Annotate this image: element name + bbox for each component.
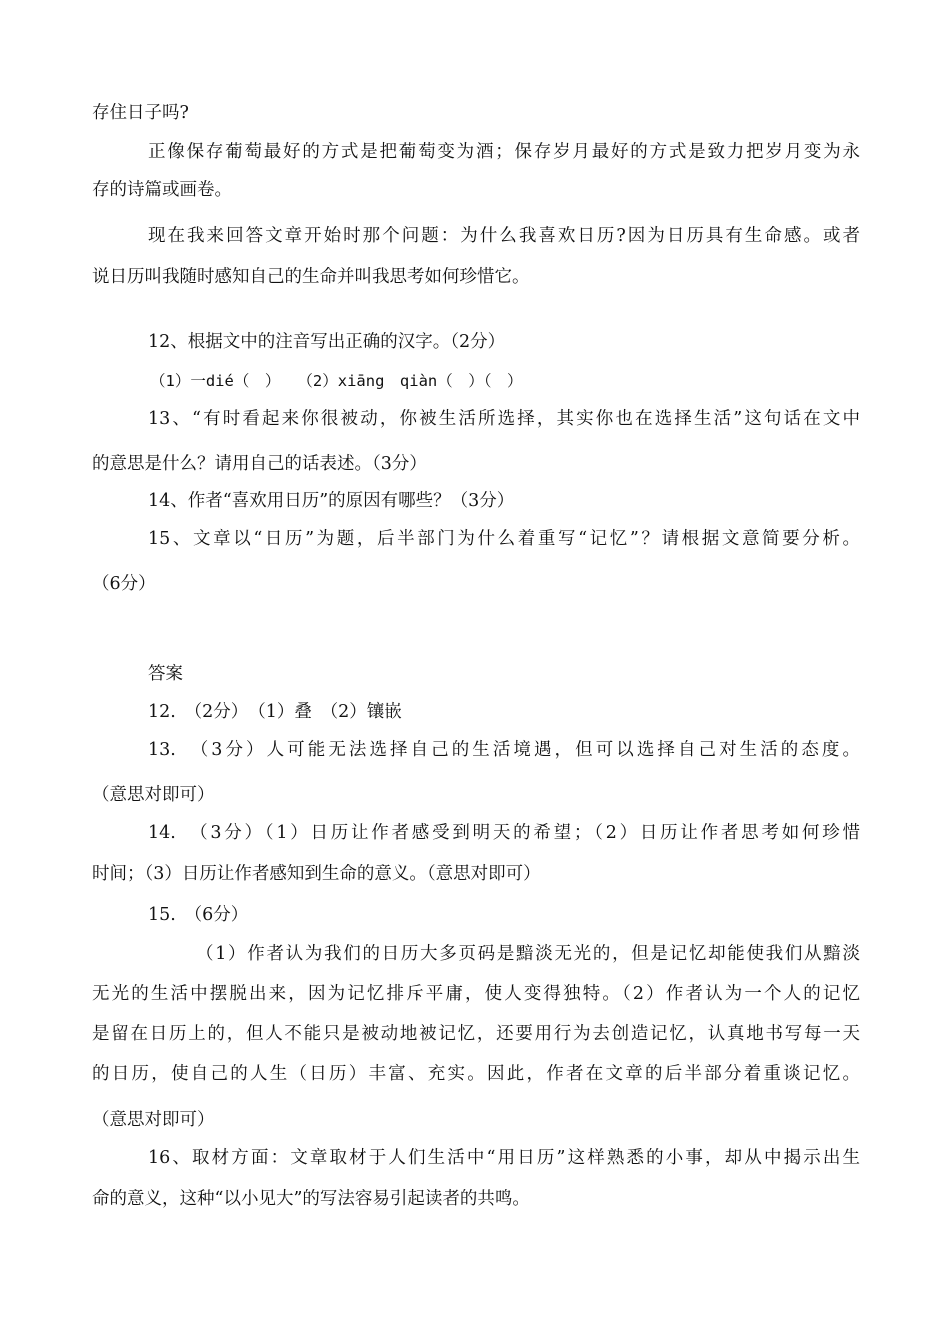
answer-15: 15. （6分） (148, 905, 249, 925)
passage-line: 正像保存葡萄最好的方式是把葡萄变为酒；保存岁月最好的方式是致力把岁月变为永 (148, 142, 860, 162)
passage-line: 说日历叫我随时感知自己的生命并叫我思考如何珍惜它。 (92, 267, 530, 287)
answer-16: 16、取材方面：文章取材于人们生活中“用日历”这样熟悉的小事，却从中揭示出生 (148, 1148, 860, 1168)
answer-15-line: 无光的生活中摆脱出来，因为记忆排斥平庸，使人变得独特。（2）作者认为一个人的记忆 (92, 984, 860, 1004)
answer-16-cont: 命的意义，这种“以小见大”的写法容易引起读者的共鸣。 (92, 1189, 530, 1209)
question-15: 15、文章以“日历”为题，后半部门为什么着重写“记忆”？请根据文意简要分析。 (148, 529, 860, 549)
answer-15-line: （1）作者认为我们的日历大多页码是黯淡无光的，但是记忆却能使我们从黯淡 (196, 944, 860, 964)
answers-heading: 答案 (148, 664, 183, 684)
answer-14-cont: 时间；（3）日历让作者感知到生命的意义。（意思对即可） (92, 864, 541, 884)
answer-14: 14. （3分）（1）日历让作者感受到明天的希望；（2）日历让作者思考如何珍惜 (148, 823, 860, 843)
passage-line: 存的诗篇或画卷。 (92, 180, 232, 200)
question-13-cont: 的意思是什么？请用自己的话表述。（3分） (92, 454, 427, 474)
answer-13-cont: （意思对即可） (92, 785, 215, 805)
question-14: 14、作者“喜欢用日历”的原因有哪些？（3分） (148, 491, 515, 511)
question-12: 12、根据文中的注音写出正确的汉字。（2分） (148, 332, 506, 352)
answer-15-line: 是留在日历上的，但人不能只是被动地被记忆，还要用行为去创造记忆，认真地书写每一天 (92, 1024, 860, 1044)
answer-15-line: （意思对即可） (92, 1110, 215, 1130)
question-15-cont: （6分） (92, 574, 156, 594)
answer-13: 13. （3分）人可能无法选择自己的生活境遇，但可以选择自己对生活的态度。 (148, 740, 860, 760)
answer-15-line: 的日历，使自己的人生（日历）丰富、充实。因此，作者在文章的后半部分着重谈记忆。 (92, 1064, 860, 1084)
answer-12: 12. （2分） （1）叠 （2）镶嵌 (148, 702, 402, 722)
question-12-items: （1）一dié（ ） （2）xiāng qiàn（ ）（ ） (150, 372, 523, 390)
question-13: 13、“有时看起来你很被动，你被生活所选择，其实你也在选择生活”这句话在文中 (148, 409, 860, 429)
passage-line: 存住日子吗? (92, 103, 189, 123)
passage-line: 现在我来回答文章开始时那个问题：为什么我喜欢日历?因为日历具有生命感。或者 (148, 226, 860, 246)
